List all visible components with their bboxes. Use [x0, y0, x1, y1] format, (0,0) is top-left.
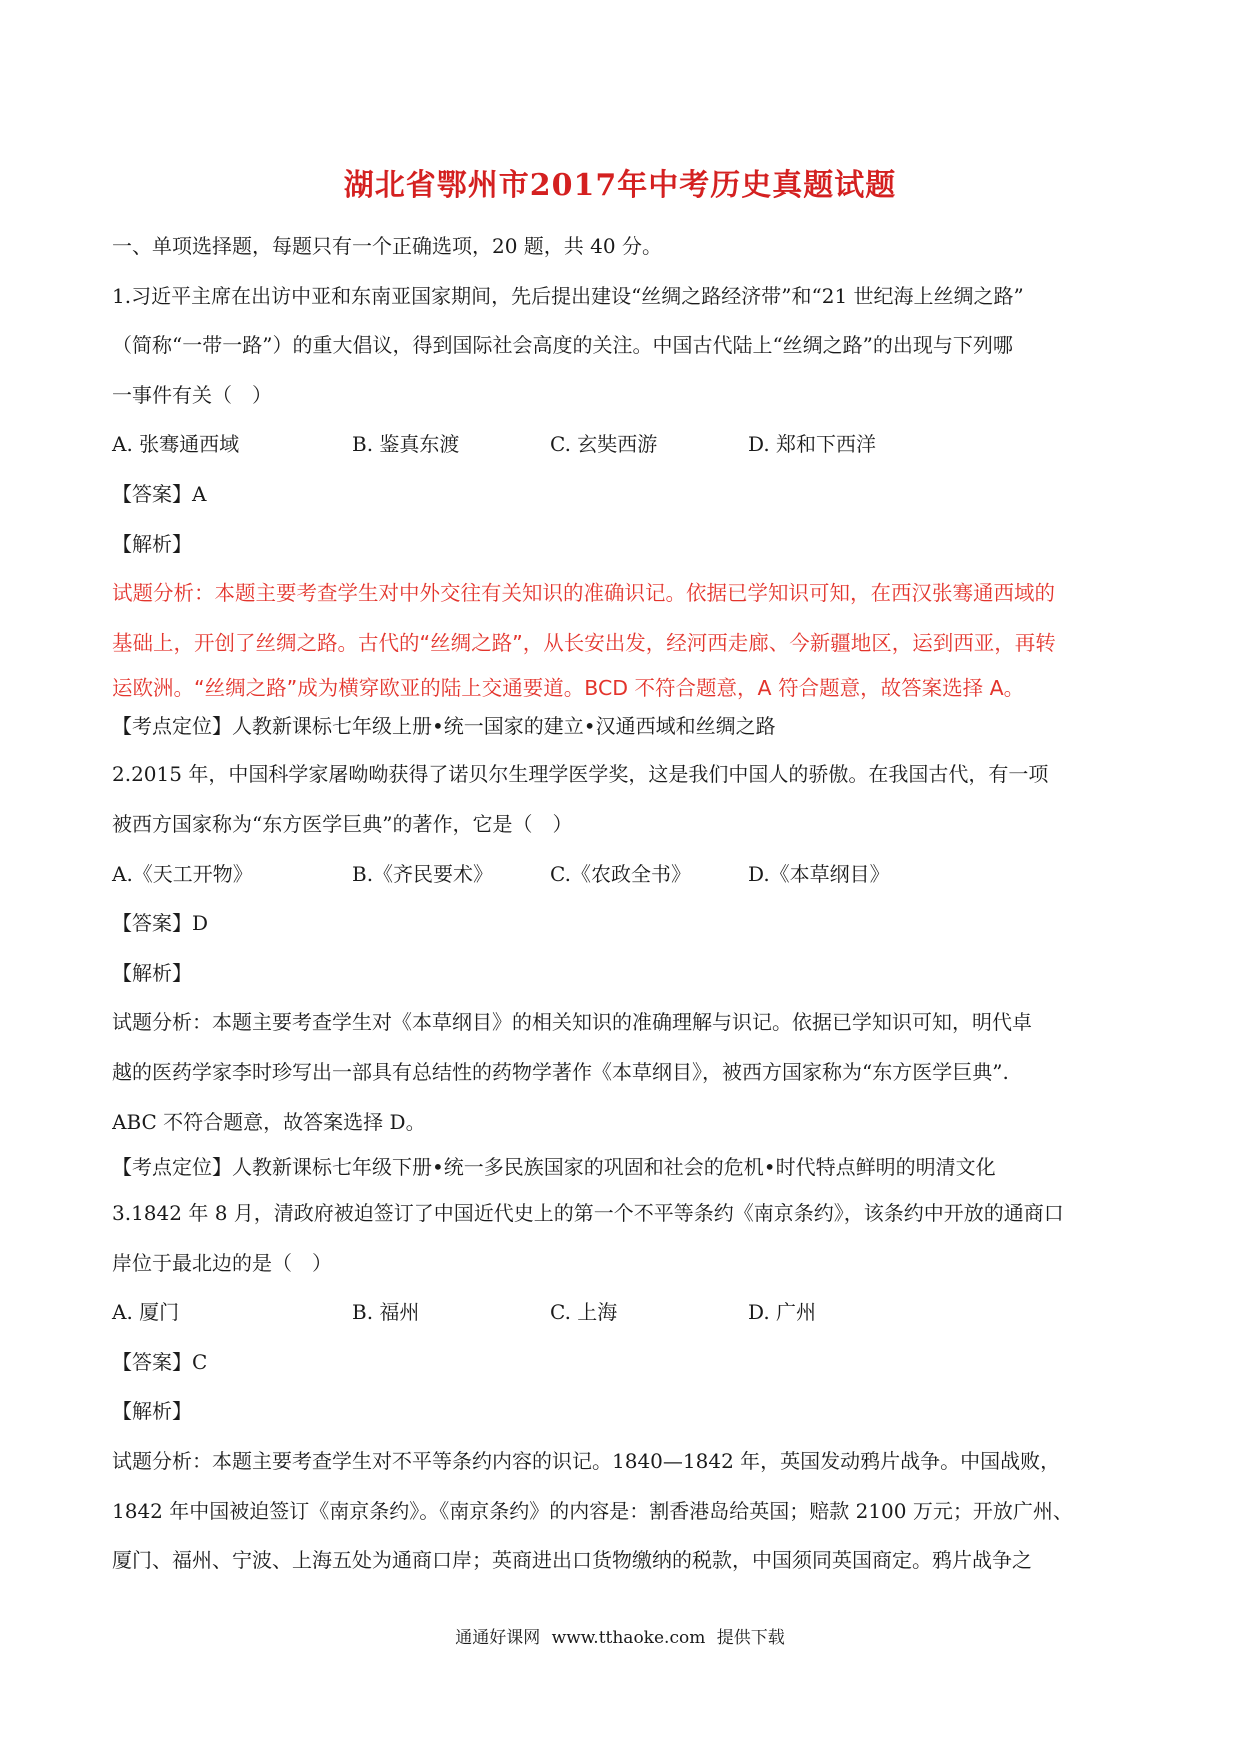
answer: 【答案】C — [112, 1349, 208, 1374]
answer: 【答案】D — [112, 911, 209, 936]
option-d: D. 广州 — [748, 1300, 817, 1325]
section-header: 一、单项选择题，每题只有一个正确选项，20 题，共 40 分。 — [112, 234, 662, 258]
footer-suffix: 提供下载 — [716, 1628, 785, 1648]
question-stem-line: 3.1842 年 8 月，清政府被迫签订了中国近代史上的第一个不平等条约《南京条约》，该条约中开放的通商口 — [112, 1201, 1064, 1226]
analysis-line: 越的医药学家李时珍写出一部具有总结性的药物学著作《本草纲目》，被西方国家称为“东方医学巨典”. — [112, 1059, 1009, 1084]
page-footer — [0, 1623, 1240, 1648]
question-stem-line: （简称“一带一路”）的重大倡议，得到国际社会高度的关注。中国古代陆上“丝绸之路”的出现与下列哪 — [112, 333, 1013, 358]
analysis-line: ABC 不符合题意，故答案选择 D。 — [112, 1109, 426, 1134]
question-2 — [112, 750, 1130, 1189]
option-c: C. 玄奘西游 — [550, 432, 658, 457]
option-a: A. 张骞通西域 — [112, 432, 240, 457]
option-a: A.《天工开物》 — [112, 861, 253, 886]
question-stem-line: 被西方国家称为“东方医学巨典”的著作，它是（ ） — [112, 811, 573, 836]
question-1 — [112, 272, 1130, 751]
kaodian: 【考点定位】人教新课标七年级上册•统一国家的建立•汉通西域和丝绸之路 — [112, 714, 776, 739]
option-c: C. 上海 — [550, 1300, 618, 1325]
option-b: B. 鉴真东渡 — [352, 432, 460, 457]
option-b: B.《齐民要术》 — [352, 861, 494, 886]
question-options — [112, 850, 1130, 900]
analysis-line: 基础上，开创了丝绸之路。古代的“丝绸之路”，从长安出发，经河西走廊、今新疆地区，运到西亚，再转 — [112, 630, 1056, 655]
footer-url[interactable]: www.tthaoke.com — [551, 1628, 706, 1648]
question-stem-line: 岸位于最北边的是（ ） — [112, 1250, 332, 1275]
analysis-label: 【解析】 — [112, 1399, 192, 1424]
exam-content — [112, 222, 1130, 1586]
analysis-line: 试题分析：本题主要考查学生对不平等条约内容的识记。1840—1842 年，英国发动鸦片战争。中国战败， — [112, 1449, 1061, 1474]
page-title: 湖北省鄂州市2017年中考历史真题试题 — [343, 168, 897, 203]
analysis-line: 厦门、福州、宁波、上海五处为通商口岸；英商进出口货物缴纳的税款，中国须同英国商定。鸦片战争之 — [112, 1548, 1032, 1573]
option-d: D.《本草纲目》 — [748, 861, 890, 886]
question-options — [112, 420, 1130, 470]
question-3 — [112, 1189, 1130, 1586]
question-stem-line: 一事件有关（ ） — [112, 382, 272, 407]
answer: 【答案】A — [112, 481, 207, 506]
analysis-line: 试题分析：本题主要考查学生对中外交往有关知识的准确识记。依据已学知识可知，在西汉张骞通西域的 — [112, 581, 1055, 606]
footer-site-name: 通通好课网 — [455, 1628, 541, 1648]
analysis-line: 1842 年中国被迫签订《南京条约》。《南京条约》的内容是：割香港岛给英国；赔款 2100 万元；开放广州、 — [112, 1498, 1073, 1523]
question-stem-line: 2.2015 年，中国科学家屠呦呦获得了诺贝尔生理学医学奖，这是我们中国人的骄傲。在我国古代，有一项 — [112, 762, 1049, 787]
analysis-label: 【解析】 — [112, 960, 192, 985]
analysis-line: 试题分析：本题主要考查学生对《本草纲目》的相关知识的准确理解与识记。依据已学知识可知，明代卓 — [112, 1010, 1032, 1035]
kaodian: 【考点定位】人教新课标七年级下册•统一多民族国家的巩固和社会的危机•时代特点鲜明的明清文化 — [112, 1155, 996, 1180]
option-b: B. 福州 — [352, 1300, 420, 1325]
option-d: D. 郑和下西洋 — [748, 432, 877, 457]
question-options — [112, 1288, 1130, 1338]
analysis-label: 【解析】 — [112, 531, 192, 556]
analysis-line: 运欧洲。“丝绸之路”成为横穿欧亚的陆上交通要道。BCD 不符合题意，A 符合题意，故答案选择 A。 — [112, 676, 1025, 701]
question-stem-line: 1.习近平主席在出访中亚和东南亚国家期间，先后提出建设“丝绸之路经济带”和“21 世纪海上丝绸之路” — [112, 283, 1024, 308]
option-c: C.《农政全书》 — [550, 861, 691, 886]
option-a: A. 厦门 — [112, 1300, 180, 1325]
